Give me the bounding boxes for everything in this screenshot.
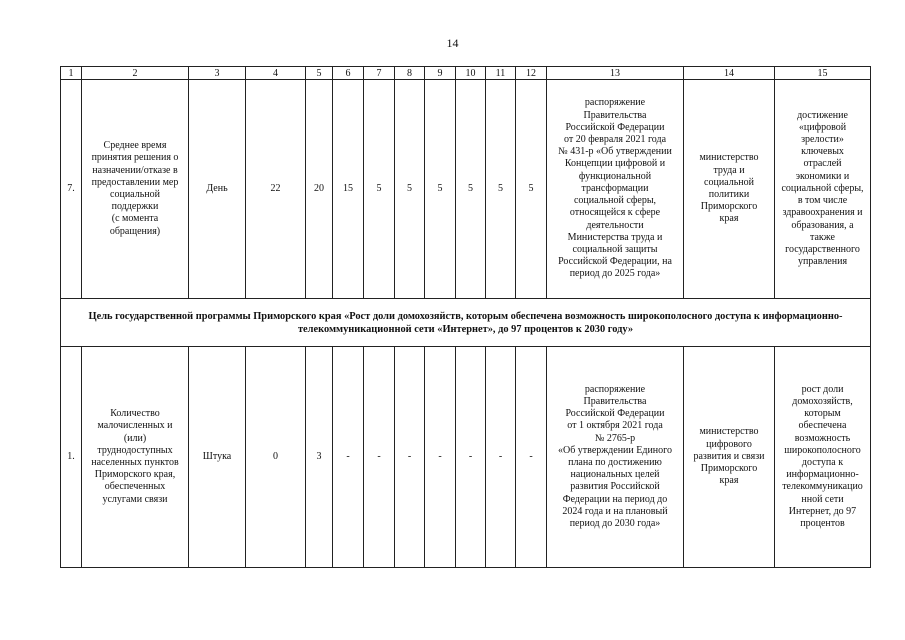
- unit-cell: День: [189, 80, 246, 299]
- year-value: 3: [306, 347, 333, 568]
- indicator-name: Среднее время принятия решения о назначении/отказе в предоставлении мер социальной поддержки (с момента обращения): [82, 80, 189, 299]
- header-cell: 4: [246, 67, 306, 80]
- year-value: 5: [425, 80, 456, 299]
- header-cell: 10: [456, 67, 486, 80]
- year-value: -: [425, 347, 456, 568]
- year-value: 5: [516, 80, 547, 299]
- header-cell: 14: [684, 67, 775, 80]
- year-value: -: [486, 347, 516, 568]
- responsible-cell: министерство цифрового развития и связи Приморского края: [684, 347, 775, 568]
- page-number: 14: [446, 36, 459, 50]
- header-cell: 2: [82, 67, 189, 80]
- indicator-name: Количество малочисленных и (или) труднодоступных населенных пунктов Приморского края, обеспеченных услугами связи: [82, 347, 189, 568]
- header-row: [61, 67, 871, 80]
- document-cell: распоряжение Правительства Российской Федерации от 1 октября 2021 года № 2765-р «Об утверждении Единого плана по достижению национальных целей развития Российской Федерации на период до 2024 года и на плановый период до 2030 года»: [547, 347, 684, 568]
- year-value: 5: [486, 80, 516, 299]
- header-cell: 15: [775, 67, 871, 80]
- unit-cell: Штука: [189, 347, 246, 568]
- header-cell: 6: [333, 67, 364, 80]
- year-value: 5: [395, 80, 425, 299]
- header-cell: 7: [364, 67, 395, 80]
- header-cell: 8: [395, 67, 425, 80]
- header-cell: 12: [516, 67, 547, 80]
- year-value: -: [456, 347, 486, 568]
- year-value: 15: [333, 80, 364, 299]
- year-value: 5: [364, 80, 395, 299]
- year-value: -: [364, 347, 395, 568]
- header-cell: 5: [306, 67, 333, 80]
- year-value: -: [516, 347, 547, 568]
- header-cell: 3: [189, 67, 246, 80]
- header-cell: 9: [425, 67, 456, 80]
- year-value: -: [333, 347, 364, 568]
- goal-row: [61, 299, 871, 347]
- link-cell: достижение «цифровой зрелости» ключевых отраслей экономики и социальной сферы, в том числе здравоохранения и образования, а также государственного управления: [775, 80, 871, 299]
- indicators-table: [60, 66, 871, 568]
- header-cell: 13: [547, 67, 684, 80]
- table-row: [61, 347, 871, 568]
- base-value: 22: [246, 80, 306, 299]
- year-value: -: [395, 347, 425, 568]
- header-cell: 11: [486, 67, 516, 80]
- document-cell: распоряжение Правительства Российской Федерации от 20 февраля 2021 года № 431-р «Об утверждении Концепции цифровой и функциональной трансформации социальной сферы, относящейся к сфере деятельности Министерства труда и социальной защиты Российской Федерации, на период до 2025 года»: [547, 80, 684, 299]
- year-value: 20: [306, 80, 333, 299]
- goal-heading: Цель государственной программы Приморского края «Рост доли домохозяйств, которым обеспечена возможность широкополосного доступа к информационно-телекоммуникационной сети «Интернет», до 97 процентов к 2030 году»: [61, 299, 871, 347]
- base-value: 0: [246, 347, 306, 568]
- row-number: 7.: [61, 80, 82, 299]
- link-cell: рост доли домохозяйств, которым обеспечена возможность широкополосного доступа к информационно- телекоммуникацио нной сети Интернет, до 97 процентов: [775, 347, 871, 568]
- responsible-cell: министерство труда и социальной политики Приморского края: [684, 80, 775, 299]
- table-row: [61, 80, 871, 299]
- year-value: 5: [456, 80, 486, 299]
- header-cell: 1: [61, 67, 82, 80]
- row-number: 1.: [61, 347, 82, 568]
